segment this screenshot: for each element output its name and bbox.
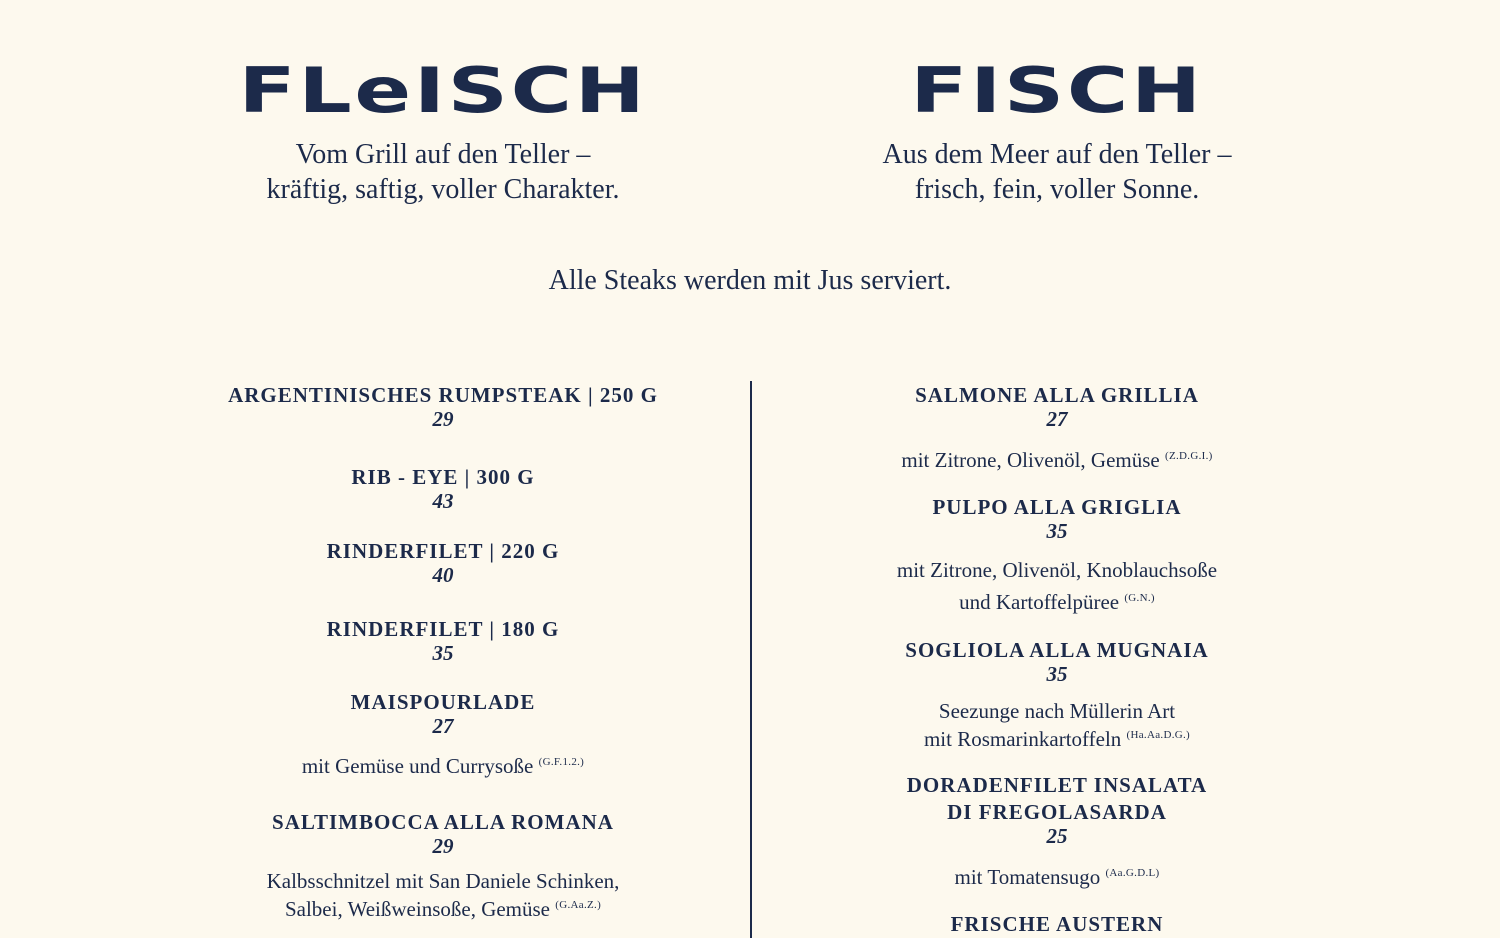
dish-name: RIB - EYE | 300 G [351,465,535,489]
dish-price: 35 [1046,662,1068,686]
dish-name: ARGENTINISCHES RUMPSTEAK | 250 G [228,383,658,407]
dish-price: 27 [432,714,454,738]
dish-description [757,699,1357,751]
fleisch-heading: FLeISCH [238,54,648,127]
fisch-tagline [757,137,1357,207]
dish-description-line: Salbei, Weißweinsoße, Gemüse [284,897,551,921]
dish-maispourlade [143,689,743,778]
dish-argentinisches-rumpsteak [143,382,743,430]
fleisch-tagline-line-2: kräftig, saftig, voller Charakter. [266,174,620,205]
dish-price: 29 [432,407,454,431]
dish-description-line: mit Zitrone, Olivenöl, Gemüse [901,448,1160,472]
dish-price: 29 [432,834,454,858]
dish-rinderfilet-220 [143,538,743,586]
dish-description [757,861,1357,889]
allergen-codes: (G.N.) [1124,592,1155,604]
dish-rinderfilet-180 [143,616,743,664]
dish-name: FRISCHE AUSTERN [950,912,1164,936]
dish-name: SOGLIOLA ALLA MUGNAIA [905,638,1209,662]
allergen-codes: (Ha.Aa.D.G.) [1126,729,1191,741]
fleisch-tagline [143,137,743,207]
dish-description-line: mit Tomatensugo [954,865,1101,889]
steak-serving-note: Alle Steaks werden mit Jus serviert. [548,265,952,296]
dish-description [143,750,743,778]
fisch-section [757,0,1357,938]
dish-name: PULPO ALLA GRIGLIA [932,495,1182,519]
dish-description-line: und Kartoffelpüree [959,590,1120,614]
fisch-tagline-line-1: Aus dem Meer auf den Teller – [882,139,1232,170]
column-divider [750,381,752,938]
dish-name: RINDERFILET | 180 G [326,617,560,641]
dish-price: 27 [1046,407,1068,431]
dish-price: 35 [1046,519,1068,543]
dish-name: MAISPOURLADE [350,690,536,714]
fleisch-section [143,0,743,938]
dish-description [143,869,743,921]
dish-description-line: mit Gemüse und Currysoße [301,754,534,778]
fisch-heading: FISCH [910,54,1204,127]
fisch-tagline-line-2: frisch, fein, voller Sonne. [914,174,1200,205]
dish-rib-eye [143,464,743,512]
dish-frische-austern [757,911,1357,937]
dish-price: 35 [432,641,454,665]
dish-description [757,556,1357,616]
dish-pulpo-alla-griglia [757,494,1357,616]
dish-name-line-2: DI FREGOLASARDA [947,800,1167,824]
fleisch-tagline-line-1: Vom Grill auf den Teller – [295,139,591,170]
allergen-codes: (Z.D.G.I.) [1165,450,1213,462]
allergen-codes: (G.Aa.Z.) [555,899,602,911]
dish-description-line: Seezunge nach Müllerin Art [938,699,1176,723]
dish-price: 40 [432,563,454,587]
dish-name: SALTIMBOCCA ALLA ROMANA [272,810,614,834]
dish-description-line: mit Rosmarinkartoffeln [923,727,1122,751]
dish-price: 25 [1046,824,1068,848]
dish-description-line: mit Zitrone, Olivenöl, Knoblauchsoße [896,558,1218,582]
dish-description [757,444,1357,472]
dish-name: SALMONE ALLA GRILLIA [915,383,1199,407]
allergen-codes: (Aa.G.D.L) [1105,867,1160,879]
dish-salmone-alla-grillia [757,382,1357,472]
dish-sogliola-alla-mugnaia [757,637,1357,751]
dish-description-line: Kalbsschnitzel mit San Daniele Schinken, [266,869,620,893]
dish-name: RINDERFILET | 220 G [326,539,560,563]
dish-doradenfilet-insalata [757,772,1357,889]
dish-price: 43 [432,489,454,513]
dish-name-line-1: DORADENFILET INSALATA [906,773,1208,797]
allergen-codes: (G.F.1.2.) [538,756,585,768]
dish-saltimbocca-alla-romana [143,809,743,921]
